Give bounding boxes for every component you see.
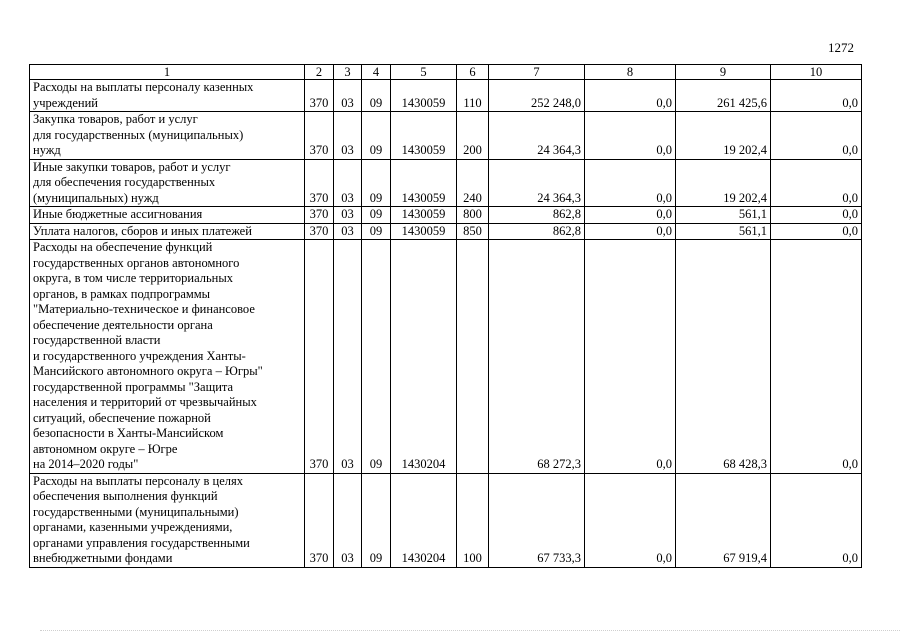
- page-number: 1272: [828, 40, 854, 55]
- table-row: [30, 80, 862, 112]
- cell-section: 03: [334, 223, 362, 240]
- cell-section: 03: [334, 112, 362, 160]
- cell-amount-2: 0,0: [585, 112, 676, 160]
- budget-table: [29, 64, 862, 568]
- cell-expense-type: 200: [457, 112, 489, 160]
- table-row: [30, 240, 862, 474]
- cell-target-article: 1430059: [391, 159, 457, 207]
- cell-target-article: 1430059: [391, 207, 457, 224]
- cell-amount-4: 0,0: [771, 240, 862, 474]
- row-name: Иные закупки товаров, работ и услуг для обеспечения государственных (муниципальных) нужд: [30, 159, 305, 207]
- cell-amount-2: 0,0: [585, 207, 676, 224]
- cell-subsection: 09: [362, 473, 391, 567]
- cell-section: 03: [334, 207, 362, 224]
- cell-expense-type: [457, 240, 489, 474]
- cell-amount-1: 68 272,3: [489, 240, 585, 474]
- cell-ministry: 370: [305, 207, 334, 224]
- cell-ministry: 370: [305, 240, 334, 474]
- cell-amount-4: 0,0: [771, 80, 862, 112]
- cell-amount-3: 19 202,4: [676, 112, 771, 160]
- column-header: 9: [676, 65, 771, 80]
- cell-subsection: 09: [362, 207, 391, 224]
- column-header: 6: [457, 65, 489, 80]
- cell-subsection: 09: [362, 240, 391, 474]
- cell-section: 03: [334, 80, 362, 112]
- cell-expense-type: 240: [457, 159, 489, 207]
- cell-target-article: 1430204: [391, 240, 457, 474]
- cell-amount-1: 252 248,0: [489, 80, 585, 112]
- table-row: [30, 159, 862, 207]
- cell-amount-4: 0,0: [771, 473, 862, 567]
- table-row: [30, 112, 862, 160]
- cell-target-article: 1430059: [391, 80, 457, 112]
- column-header: 4: [362, 65, 391, 80]
- cell-amount-1: 862,8: [489, 207, 585, 224]
- cell-amount-4: 0,0: [771, 223, 862, 240]
- cell-amount-4: 0,0: [771, 112, 862, 160]
- cell-amount-1: 862,8: [489, 223, 585, 240]
- scan-artifact-line: [40, 630, 900, 631]
- column-header: 1: [30, 65, 305, 80]
- cell-amount-3: 19 202,4: [676, 159, 771, 207]
- column-header: 2: [305, 65, 334, 80]
- cell-ministry: 370: [305, 159, 334, 207]
- table-row: [30, 223, 862, 240]
- cell-amount-1: 24 364,3: [489, 112, 585, 160]
- cell-section: 03: [334, 159, 362, 207]
- table-row: [30, 473, 862, 567]
- row-name: Иные бюджетные ассигнования: [30, 207, 305, 224]
- cell-amount-3: 68 428,3: [676, 240, 771, 474]
- cell-amount-3: 561,1: [676, 223, 771, 240]
- cell-ministry: 370: [305, 112, 334, 160]
- cell-subsection: 09: [362, 159, 391, 207]
- row-name: Закупка товаров, работ и услуг для государственных (муниципальных) нужд: [30, 112, 305, 160]
- column-header: 3: [334, 65, 362, 80]
- cell-amount-1: 24 364,3: [489, 159, 585, 207]
- cell-ministry: 370: [305, 80, 334, 112]
- cell-amount-3: 261 425,6: [676, 80, 771, 112]
- column-header: 10: [771, 65, 862, 80]
- cell-expense-type: 110: [457, 80, 489, 112]
- cell-amount-3: 561,1: [676, 207, 771, 224]
- cell-amount-2: 0,0: [585, 223, 676, 240]
- cell-expense-type: 800: [457, 207, 489, 224]
- cell-section: 03: [334, 240, 362, 474]
- cell-amount-1: 67 733,3: [489, 473, 585, 567]
- table-row: [30, 207, 862, 224]
- cell-target-article: 1430059: [391, 112, 457, 160]
- cell-ministry: 370: [305, 223, 334, 240]
- cell-amount-2: 0,0: [585, 473, 676, 567]
- cell-subsection: 09: [362, 80, 391, 112]
- cell-expense-type: 100: [457, 473, 489, 567]
- row-name: Расходы на выплаты персоналу казенных учреждений: [30, 80, 305, 112]
- cell-amount-4: 0,0: [771, 159, 862, 207]
- cell-target-article: 1430204: [391, 473, 457, 567]
- cell-amount-2: 0,0: [585, 159, 676, 207]
- column-header: 8: [585, 65, 676, 80]
- header-row: [30, 65, 862, 80]
- cell-amount-2: 0,0: [585, 80, 676, 112]
- cell-subsection: 09: [362, 223, 391, 240]
- cell-expense-type: 850: [457, 223, 489, 240]
- row-name: Расходы на выплаты персоналу в целях обеспечения выполнения функций государственными (муниципальными) органами, казенными учреждениями, органами управления государственными внебюджетными фондами: [30, 473, 305, 567]
- cell-amount-4: 0,0: [771, 207, 862, 224]
- cell-ministry: 370: [305, 473, 334, 567]
- row-name: Расходы на обеспечение функций государственных органов автономного округа, в том числе территориальных органов, в рамках подпрограммы "Материально-техническое и финансовое обеспечение деятельности органа государственной власти и государственного учреждения Ханты- Мансийского автономного округа – Югры" государственной программы "Защита населения и территорий от чрезвычайных ситуаций, обеспечение пожарной безопасности в Ханты-Мансийском автономном округе – Югре на 2014–2020 годы": [30, 240, 305, 474]
- cell-amount-3: 67 919,4: [676, 473, 771, 567]
- column-header: 5: [391, 65, 457, 80]
- cell-amount-2: 0,0: [585, 240, 676, 474]
- cell-target-article: 1430059: [391, 223, 457, 240]
- column-header: 7: [489, 65, 585, 80]
- row-name: Уплата налогов, сборов и иных платежей: [30, 223, 305, 240]
- cell-subsection: 09: [362, 112, 391, 160]
- cell-section: 03: [334, 473, 362, 567]
